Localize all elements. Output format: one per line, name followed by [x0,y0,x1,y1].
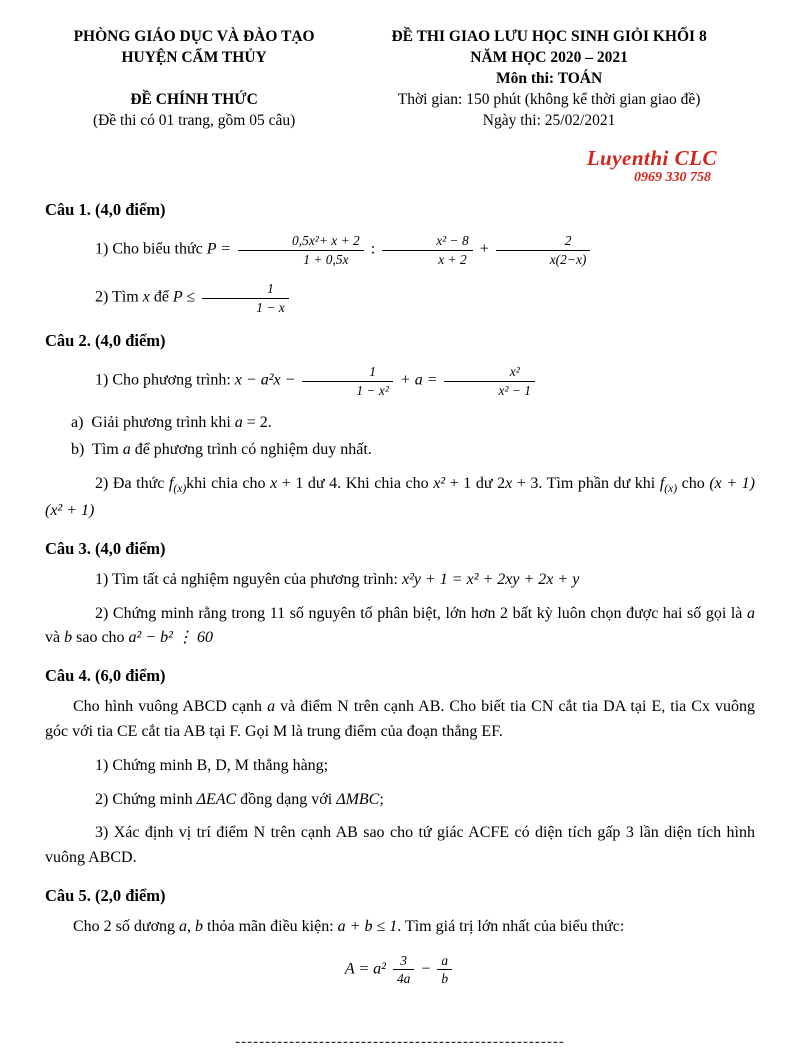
math-run: a + b ≤ 1 [337,917,398,935]
fraction-numerator: 3 [393,952,414,970]
question-5-title: Câu 5. (2,0 điểm) [45,885,166,905]
fraction-denominator: 1 − x² [356,382,389,398]
math-run: x [270,474,278,492]
text-run: 1) Cho phương trình: [95,372,235,389]
school-year: NĂM HỌC 2020 – 2021 [470,49,628,66]
text-run: ; [379,790,384,808]
brand-phone: 0969 330 758 [634,170,711,186]
text-run: a) Giải phương trình khi [71,414,235,432]
authority-line-1: PHÒNG GIÁO DỤC VÀ ĐÀO TẠO [73,28,315,45]
fraction [393,952,414,988]
math-run: x − a²x − [234,372,300,389]
question-3-title: Câu 3. (4,0 điểm) [45,538,166,558]
text-run: − [417,960,435,978]
text-run: 1) Chứng minh B, D, M thẳng hàng; [95,756,329,774]
text-run: Cho 2 số dương [73,917,180,935]
math-run: x² [433,474,446,492]
duration-line: Thời gian: 150 phút (không kể thời gian giao đề) [397,91,701,108]
text-run: : [366,241,380,259]
question-1-part-1 [45,232,755,268]
fraction-numerator: x² − 8 [382,232,473,250]
math-run: a [747,604,755,622]
text-run: để phương trình có nghiệm duy nhất. [130,441,372,459]
math-run: a² − b² ⋮ 60 [128,629,213,647]
end-of-exam-divider: ------------------------------------------------------- [235,1033,565,1050]
text-run: = 2. [242,414,272,432]
text-run: 1) Cho biểu thức [95,241,207,259]
questions-section [45,200,755,987]
question-1-title: Câu 1. (4,0 điểm) [45,200,166,220]
text-run: khi chia cho [186,474,271,492]
text-run: + [475,241,493,259]
authority-line-2: HUYỆN CẨM THỦY [121,49,267,66]
fraction [444,363,535,399]
text-run: Cho hình vuông ABCD cạnh [73,698,268,716]
fraction-denominator: x + 2 [438,251,467,267]
text-run: 2) Tìm [95,289,143,307]
math-run: b [64,629,73,647]
math-run: P = [206,241,236,259]
question-2-part-2 [45,472,755,524]
fraction-numerator: 0,5x²+ x + 2 [238,232,364,250]
math-subscript: (x) [173,483,187,496]
question-4-part-2 [45,788,755,813]
official-exam-label: ĐỀ CHÍNH THỨC [130,91,258,108]
text-run: cho [677,474,710,492]
issuing-authority-block [45,26,343,131]
text-run: sao cho [72,629,129,647]
fraction-denominator: x(2−x) [549,251,587,267]
question-4-part-1 [45,754,755,779]
text-run: 2) Chứng minh [95,790,197,808]
math-run: x²y + 1 = x² + 2xy + 2x + y [402,570,580,588]
text-run: đồng dạng với [236,790,337,808]
fraction-denominator: 1 + 0,5x [303,251,349,267]
text-run: + 3. Tìm phần dư khi [512,474,660,492]
question-3-part-2 [45,602,755,652]
text-run: để [149,289,173,307]
question-1-part-2 [45,280,755,316]
math-subscript: (x) [664,483,678,496]
subject-line: Môn thi: TOÁN [495,70,603,87]
fraction-numerator: a [437,952,452,970]
exam-title: ĐỀ THI GIAO LƯU HỌC SINH GIỎI KHỐI 8 [391,28,707,45]
math-run: + a = [395,372,442,389]
text-run: . Tìm giá trị lớn nhất của biểu thức: [397,917,625,935]
math-run: ΔMBC [336,790,380,808]
question-4-intro [45,695,755,745]
fraction-denominator: 1 − x [256,299,285,315]
fraction-numerator: x² [444,363,535,381]
fraction [238,232,364,268]
question-2-part-1 [45,363,755,399]
fraction-numerator: 1 [302,363,393,381]
question-2-title: Câu 2. (4,0 điểm) [45,331,166,351]
fraction [202,280,288,316]
brand-watermark [45,147,755,185]
math-run: a [234,414,243,432]
text-run: thỏa mãn điều kiện: [203,917,338,935]
fraction-numerator: 1 [202,280,288,298]
math-run: a [267,698,276,716]
question-5-intro [45,915,755,940]
exam-header [45,26,755,131]
fraction-denominator: x² − 1 [498,382,531,398]
fraction-denominator: 4a [396,971,411,987]
question-4-title: Câu 4. (6,0 điểm) [45,666,166,686]
text-run: 2) Đa thức [95,474,169,492]
question-2-part-1b [71,438,755,463]
exam-title-block [343,26,755,131]
text-run: và điểm N trên cạnh AB. Cho biết tia CN cắt tia DA tại E, tia Cx vuông góc với tia CE cắt tia AB tại F. Gọi M là trung điểm của đoạn thẳng EF. [45,698,756,740]
math-run: ΔEAC [196,790,237,808]
text-run: và [45,629,65,647]
fraction-numerator: 2 [496,232,591,250]
brand-name: Luyenthi CLC [586,146,717,170]
math-run: f [659,474,665,492]
fraction-denominator: b [441,971,449,987]
math-run: (x + 1)(x² + 1) [45,474,756,519]
exam-date-line: Ngày thi: 25/02/2021 [482,112,616,129]
text-run: 3) Xác định vị trí điểm N trên cạnh AB sao cho tứ giác ACFE có diện tích gấp 3 lần diện tích hình vuông ABCD. [45,824,755,867]
math-run: f [168,474,174,492]
math-run: a [122,441,131,459]
math-run: A = a² [344,960,390,978]
fraction [302,363,393,399]
fraction [437,952,452,988]
text-run: + 1 dư 4. Khi chia cho [277,474,434,492]
text-run: 2) Chứng minh rằng trong 11 số nguyên tố phân biệt, lớn hơn 2 bất kỳ luôn chọn được hai số gọi là [95,604,747,622]
math-run: a, b [179,917,204,935]
math-run: x [142,289,150,307]
text-run: 1) Tìm tất cả nghiệm nguyên của phương trình: [95,570,402,588]
text-run: b) Tìm [71,441,123,459]
text-run: + 1 dư 2 [445,474,506,492]
question-2-part-1a [71,411,755,436]
exam-pages-note: (Đề thi có 01 trang, gồm 05 câu) [92,112,296,129]
math-run: P ≤ [172,289,200,307]
question-4-part-3 [45,821,755,871]
question-3-part-1 [45,568,755,593]
fraction [382,232,473,268]
fraction [496,232,591,268]
math-run: x [505,474,513,492]
question-5-formula [45,952,755,988]
